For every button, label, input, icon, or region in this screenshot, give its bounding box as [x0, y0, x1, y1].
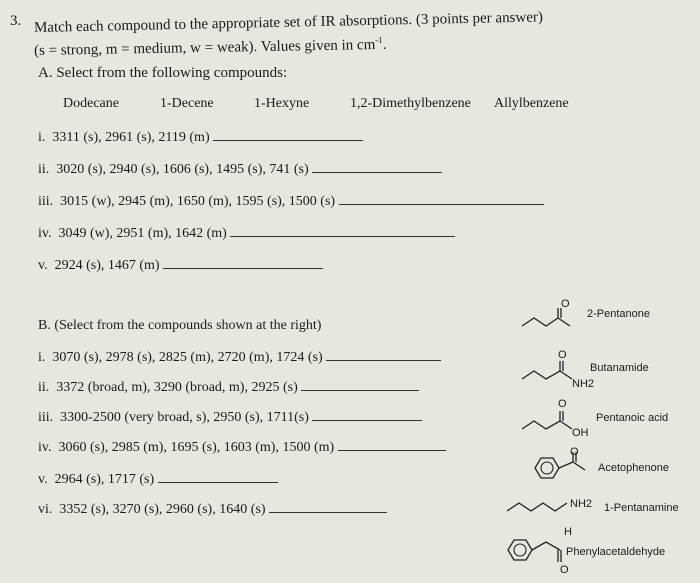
item-number: iii. — [38, 410, 54, 425]
answer-blank[interactable] — [213, 128, 363, 141]
part-a-item — [38, 128, 363, 146]
structure-name: 2-Pentanone — [587, 308, 650, 320]
item-absorptions: 3060 (s), 2985 (m), 1695 (s), 1603 (m), 1500 (m) — [58, 440, 335, 455]
compound-option: Allylbenzene — [494, 96, 569, 111]
part-b-heading: B. (Select from the compounds shown at the right) — [38, 318, 322, 333]
legend-text: (s = strong, m = medium, w = weak). Values given in cm — [33, 37, 376, 59]
part-b-item — [38, 438, 446, 456]
answer-blank[interactable] — [269, 500, 387, 513]
item-number: ii. — [38, 380, 50, 395]
atom-label: H — [564, 526, 572, 538]
item-absorptions: 3372 (broad, m), 3290 (broad, m), 2925 (s) — [56, 380, 298, 395]
structure-acetophenone — [527, 450, 597, 486]
structure-name: Pentanoic acid — [596, 412, 669, 424]
atom-label: NH2 — [572, 378, 595, 390]
answer-blank[interactable] — [338, 438, 446, 451]
compound-option: 1-Decene — [160, 96, 214, 111]
question-legend — [34, 32, 387, 59]
answer-blank[interactable] — [230, 224, 455, 237]
answer-blank[interactable] — [312, 160, 442, 173]
item-number: i. — [38, 350, 46, 365]
atom-label: O — [570, 446, 579, 458]
answer-blank[interactable] — [158, 470, 278, 483]
atom-label: O — [558, 349, 567, 361]
answer-blank[interactable] — [312, 408, 422, 421]
item-absorptions: 3049 (w), 2951 (m), 1642 (m) — [58, 226, 227, 241]
item-absorptions: 3300-2500 (very broad, s), 2950 (s), 1711(s) — [60, 410, 309, 425]
item-absorptions: 2964 (s), 1717 (s) — [54, 472, 155, 487]
part-a-item — [38, 160, 442, 178]
part-a-item — [38, 192, 544, 210]
part-b-item — [38, 378, 419, 396]
part-a-item — [38, 256, 323, 274]
part-a-heading: A. Select from the following compounds: — [38, 65, 288, 81]
compound-option: Dodecane — [63, 96, 119, 111]
answer-blank[interactable] — [326, 348, 441, 361]
item-number: iii. — [38, 194, 54, 209]
item-number: ii. — [38, 162, 50, 177]
structure-name: 1-Pentanamine — [604, 502, 679, 514]
part-b-item — [38, 348, 441, 366]
answer-blank[interactable] — [163, 256, 323, 269]
structure-2-pentanone — [520, 300, 590, 330]
item-absorptions: 3015 (w), 2945 (m), 1650 (m), 1595 (s), 1500 (s) — [60, 194, 336, 209]
item-number: vi. — [38, 502, 53, 517]
structure-name: Phenylacetaldehyde — [566, 546, 666, 558]
compound-option: 1,2-Dimethylbenzene — [350, 96, 471, 111]
part-b-item — [38, 408, 422, 426]
part-b-item — [38, 470, 278, 488]
item-absorptions: 3020 (s), 2940 (s), 1606 (s), 1495 (s), 741 (s) — [56, 162, 309, 177]
legend-end: . — [382, 36, 387, 53]
item-absorptions: 3070 (s), 2978 (s), 2825 (m), 2720 (m), 1724 (s) — [52, 350, 323, 365]
item-absorptions: 3352 (s), 3270 (s), 2960 (s), 1640 (s) — [59, 502, 266, 517]
atom-label: OH — [572, 427, 589, 439]
item-number: i. — [38, 130, 46, 145]
part-b-item — [38, 500, 387, 518]
item-number: iv. — [38, 440, 52, 455]
item-absorptions: 3311 (s), 2961 (s), 2119 (m) — [52, 130, 210, 145]
atom-label: O — [558, 398, 567, 410]
atom-label: O — [560, 564, 569, 576]
item-number: v. — [38, 258, 48, 273]
answer-blank[interactable] — [339, 192, 544, 205]
item-number: v. — [38, 472, 48, 487]
part-a-item — [38, 224, 455, 242]
question-instructions: Match each compound to the appropriate set of IR absorptions. (3 points per answer) — [33, 9, 544, 36]
legend-superscript: -1 — [375, 34, 383, 46]
atom-label: O — [561, 298, 570, 310]
compound-option: 1-Hexyne — [254, 96, 310, 111]
structure-name: Acetophenone — [598, 462, 669, 474]
question-number: 3. — [10, 13, 22, 29]
item-absorptions: 2924 (s), 1467 (m) — [54, 258, 160, 273]
answer-blank[interactable] — [301, 378, 419, 391]
atom-label: NH2 — [570, 498, 593, 510]
structure-name: Butanamide — [590, 362, 649, 374]
item-number: iv. — [38, 226, 52, 241]
